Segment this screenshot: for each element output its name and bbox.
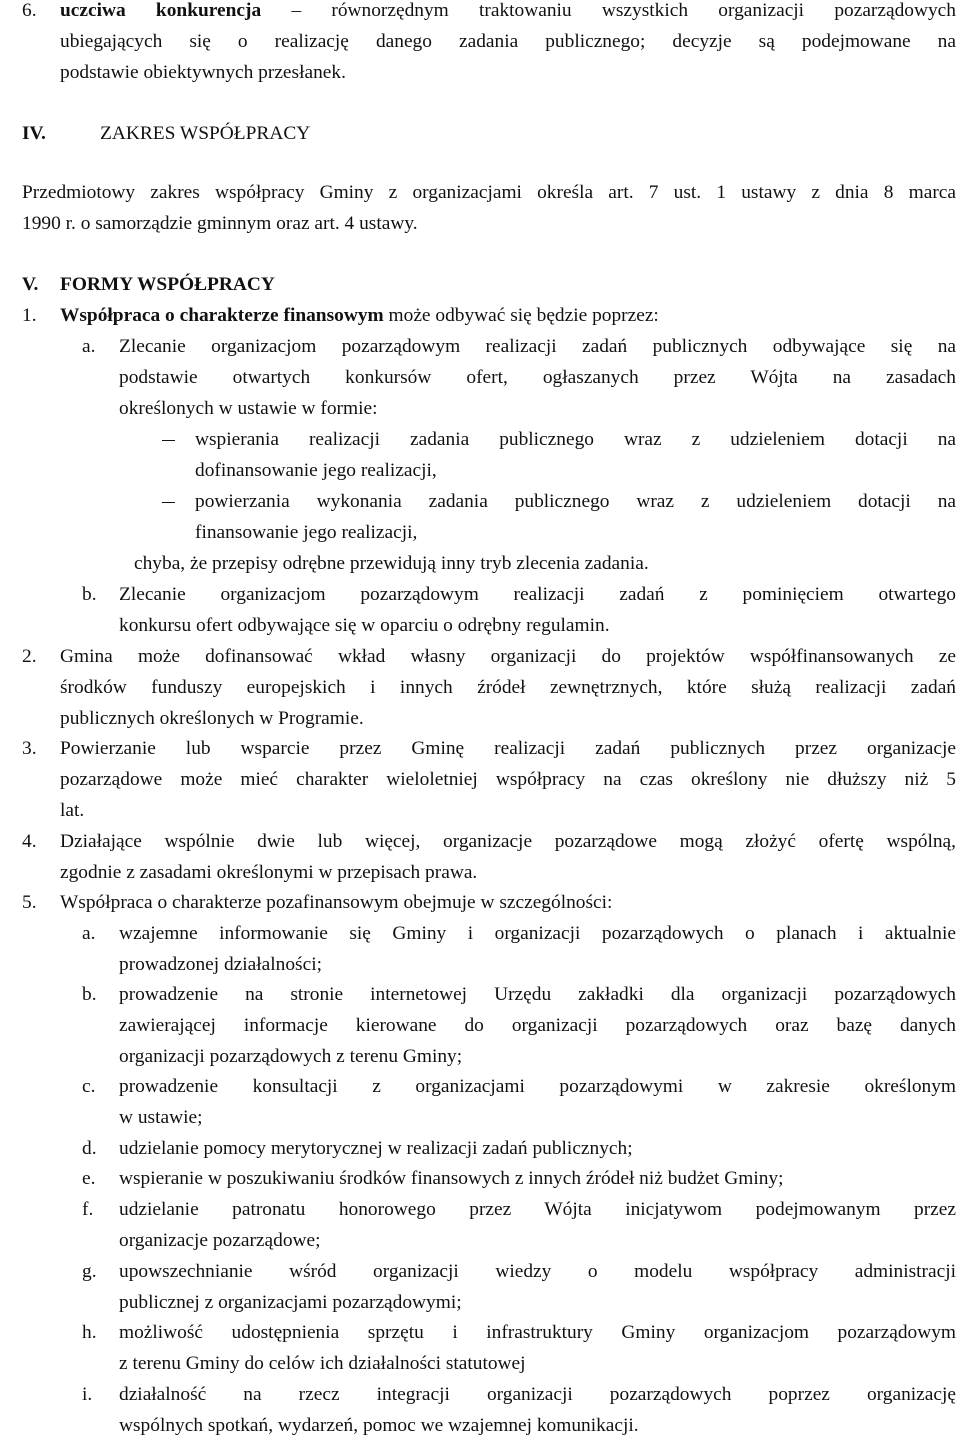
item5i-line: wspólnych spotkań, wydarzeń, pomoc we wzajemnej komunikacji.	[119, 1415, 639, 1436]
list-number: 4.	[22, 831, 37, 852]
item1a-line: Zlecanie organizacjom pozarządowym realizacji zadań publicznych odbywające się na	[119, 336, 956, 357]
item6-line1: uczciwa konkurencja – równorzędnym traktowaniu wszystkich organizacji pozarządowych	[60, 0, 956, 21]
list-letter: g.	[82, 1261, 97, 1282]
section-heading: ZAKRES WSPÓŁPRACY	[100, 123, 311, 144]
dash-bullet	[162, 440, 175, 441]
list-letter: b.	[82, 584, 97, 605]
dash-item-line: wspierania realizacji zadania publicznego wraz z udzieleniem dotacji na	[195, 429, 956, 450]
item5f-line: organizacje pozarządowe;	[119, 1230, 321, 1251]
item1b-line: Zlecanie organizacjom pozarządowym realizacji zadań z pominięciem otwartego	[119, 584, 956, 605]
item5h-line: możliwość udostępnienia sprzętu i infrastruktury Gminy organizacjom pozarządowym	[119, 1322, 956, 1343]
item1a-tail: chyba, że przepisy odrębne przewidują inny tryb zlecenia zadania.	[134, 553, 649, 574]
item6-line2: ubiegających się o realizację danego zadania publicznego; decyzje są podejmowane na	[60, 31, 956, 52]
dash-bullet	[162, 502, 175, 503]
paragraph-line: Przedmiotowy zakres współpracy Gminy z organizacjami określa art. 7 ust. 1 ustawy z dnia 8 marca	[22, 182, 956, 203]
list-letter: d.	[82, 1138, 97, 1159]
item2-line: Gmina może dofinansować wkład własny organizacji do projektów współfinansowanych ze	[60, 646, 956, 667]
list-number: 6.	[22, 0, 37, 21]
item2-line: publicznych określonych w Programie.	[60, 708, 364, 729]
section-number: V.	[22, 274, 39, 295]
item1a-line: podstawie otwartych konkursów ofert, ogłaszanych przez Wójta na zasadach	[119, 367, 956, 388]
list-number: 1.	[22, 305, 37, 326]
list-number: 3.	[22, 738, 37, 759]
list-letter: h.	[82, 1322, 97, 1343]
item1b-line: konkursu ofert odbywające się w oparciu o odrębny regulamin.	[119, 615, 610, 636]
item1a-line: określonych w ustawie w formie:	[119, 398, 378, 419]
item3-line: Powierzanie lub wsparcie przez Gminę realizacji zadań publicznych przez organizacje	[60, 738, 956, 759]
item5h-line: z terenu Gminy do celów ich działalności statutowej	[119, 1353, 526, 1374]
item6-line3: podstawie obiektywnych przesłanek.	[60, 62, 346, 83]
item5c-line: w ustawie;	[119, 1107, 203, 1128]
list-number: 5.	[22, 892, 37, 913]
item5b-line: prowadzenie na stronie internetowej Urzędu zakładki dla organizacji pozarządowych	[119, 984, 956, 1005]
item5g-line: publicznej z organizacjami pozarządowymi;	[119, 1292, 462, 1313]
list-number: 2.	[22, 646, 37, 667]
dash-item-line: finansowanie jego realizacji,	[195, 522, 418, 543]
item5b-line: organizacji pozarządowych z terenu Gminy;	[119, 1046, 463, 1067]
item1-line: Współpraca o charakterze finansowym może odbywać się będzie poprzez:	[60, 305, 659, 326]
item5a-line: prowadzonej działalności;	[119, 954, 322, 975]
list-letter: e.	[82, 1168, 96, 1189]
item5g-line: upowszechnianie wśród organizacji wiedzy o modelu współpracy administracji	[119, 1261, 956, 1282]
section-heading: FORMY WSPÓŁPRACY	[60, 274, 275, 295]
item5-line: Współpraca o charakterze pozafinansowym obejmuje w szczególności:	[60, 892, 613, 913]
item5b-line: zawierającej informacje kierowane do organizacji pozarządowych oraz bazę danych	[119, 1015, 956, 1036]
dash-item-line: powierzania wykonania zadania publicznego wraz z udzieleniem dotacji na	[195, 491, 956, 512]
list-letter: f.	[82, 1199, 94, 1220]
item5c-line: prowadzenie konsultacji z organizacjami pozarządowymi w zakresie określonym	[119, 1076, 956, 1097]
item3-line: lat.	[60, 800, 85, 821]
item5a-line: wzajemne informowanie się Gminy i organizacji pozarządowych o planach i aktualnie	[119, 923, 956, 944]
list-letter: a.	[82, 336, 96, 357]
item5d-line: udzielanie pomocy merytorycznej w realizacji zadań publicznych;	[119, 1138, 633, 1159]
item5e-line: wspieranie w poszukiwaniu środków finansowych z innych źródeł niż budżet Gminy;	[119, 1168, 784, 1189]
dash-item-line: dofinansowanie jego realizacji,	[195, 460, 437, 481]
item2-line: środków funduszy europejskich i innych źródeł zewnętrznych, które służą realizacji zadań	[60, 677, 956, 698]
list-letter: i.	[82, 1384, 93, 1405]
item4-line: zgodnie z zasadami określonymi w przepisach prawa.	[60, 862, 478, 883]
item5i-line: działalność na rzecz integracji organizacji pozarządowych poprzez organizację	[119, 1384, 956, 1405]
item6-term: uczciwa konkurencja	[60, 0, 262, 21]
list-letter: c.	[82, 1076, 96, 1097]
item4-line: Działające wspólnie dwie lub więcej, organizacje pozarządowe mogą złożyć ofertę wspólną,	[60, 831, 956, 852]
list-letter: a.	[82, 923, 96, 944]
section-number: IV.	[22, 123, 46, 144]
item3-line: pozarządowe może mieć charakter wieloletniej współpracy na czas określony nie dłuższy niż 5	[60, 769, 956, 790]
paragraph-line: 1990 r. o samorządzie gminnym oraz art. 4 ustawy.	[22, 213, 418, 234]
item5f-line: udzielanie patronatu honorowego przez Wójta inicjatywom podejmowanym przez	[119, 1199, 956, 1220]
list-letter: b.	[82, 984, 97, 1005]
